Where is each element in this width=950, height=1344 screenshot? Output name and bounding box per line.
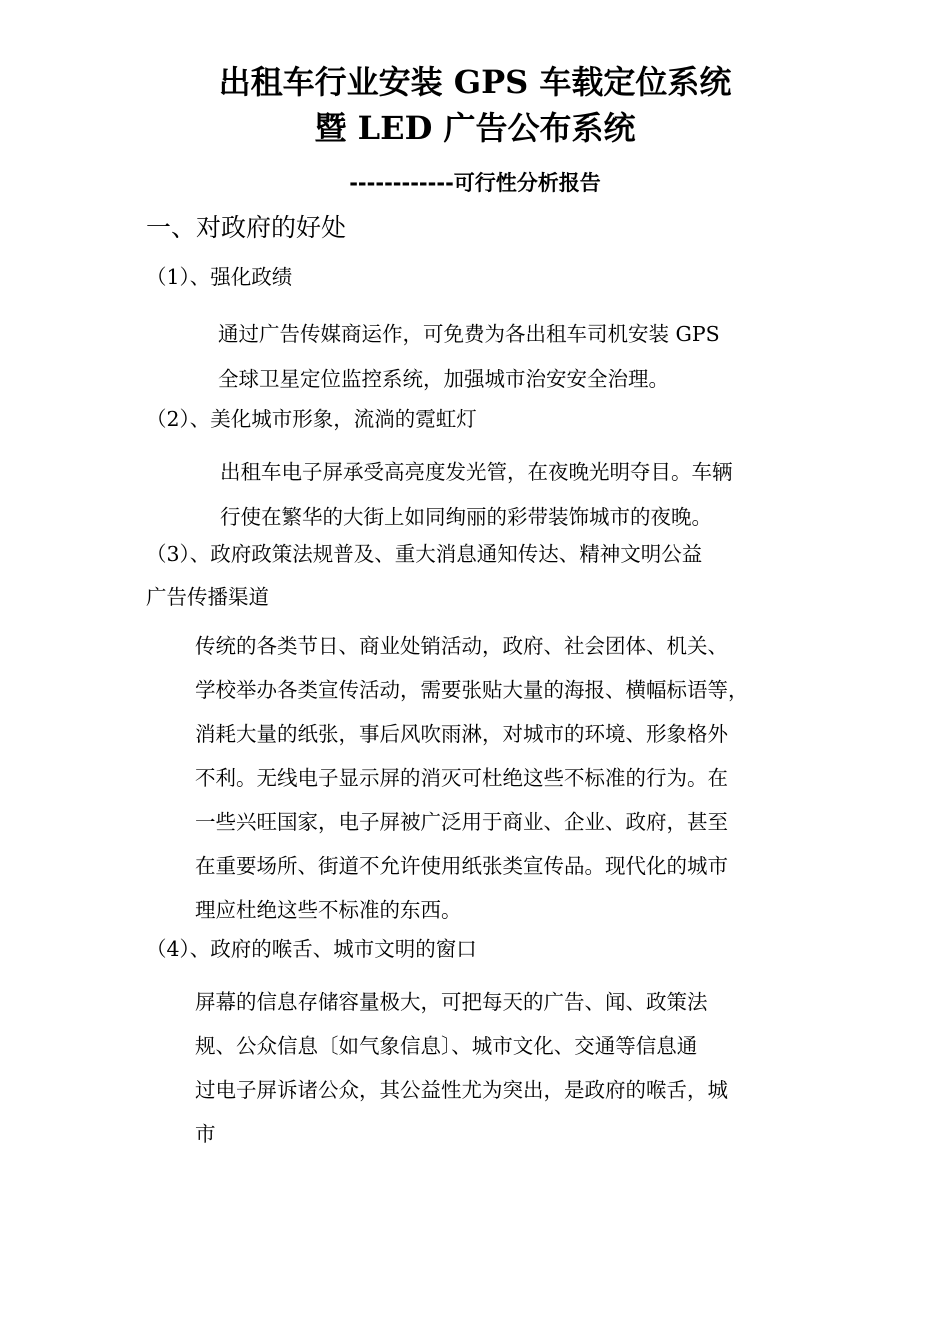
- item-paragraph-3: [195, 624, 749, 932]
- item-paragraph-1: [218, 312, 720, 402]
- paragraph-line: 通过广告传媒商运作，可免费为各出租车司机安装 GPS: [218, 322, 720, 346]
- item-paragraph-2: [220, 450, 733, 540]
- paragraph-line: 不利。无线电子显示屏的消灭可杜绝这些不标准的行为。在: [195, 766, 728, 790]
- item-heading-1: （1）、强化政绩: [146, 265, 293, 289]
- paragraph-line: 理应杜绝这些不标准的东西。: [195, 898, 462, 922]
- paragraph-line: 在重要场所、街道不允许使用纸张类宣传品。现代化的城市: [195, 854, 728, 878]
- paragraph-line: 屏幕的信息存储容量极大，可把每天的广告、闻、政策法: [195, 990, 708, 1014]
- section-heading-1: 一、对政府的好处: [146, 213, 347, 242]
- paragraph-line: 市: [195, 1122, 216, 1146]
- paragraph-line: 行使在繁华的大街上如同绚丽的彩带装饰城市的夜晚。: [220, 505, 712, 529]
- subtitle: ------------可行性分析报告: [349, 171, 601, 195]
- title-line-2: 暨 LED 广告公布系统: [314, 109, 636, 147]
- item-heading-3-line-2: 广告传播渠道: [146, 585, 269, 609]
- title-line-1: 出租车行业安装 GPS 车载定位系统: [218, 63, 732, 101]
- paragraph-line: 全球卫星定位监控系统，加强城市治安安全治理。: [218, 367, 669, 391]
- paragraph-line: 消耗大量的纸张，事后风吹雨淋，对城市的环境、形象格外: [195, 722, 728, 746]
- item-heading-4: （4）、政府的喉舌、城市文明的窗口: [146, 937, 477, 961]
- paragraph-line: 学校举办各类宣传活动，需要张贴大量的海报、横幅标语等，: [195, 678, 749, 702]
- paragraph-line: 过电子屏诉诸公众，其公益性尤为突出，是政府的喉舌，城: [195, 1078, 728, 1102]
- paragraph-line: 出租车电子屏承受高亮度发光管，在夜晚光明夺目。车辆: [220, 460, 733, 484]
- item-paragraph-4: [195, 980, 728, 1156]
- paragraph-line: 规、公众信息〔如气象信息〕、城市文化、交通等信息通: [195, 1034, 698, 1058]
- item-heading-3-line-1: （3）、政府政策法规普及、重大消息通知传达、精神文明公益: [146, 542, 703, 566]
- item-heading-2: （2）、美化城市形象，流淌的霓虹灯: [146, 407, 477, 431]
- paragraph-line: 一些兴旺国家，电子屏被广泛用于商业、企业、政府，甚至: [195, 810, 728, 834]
- paragraph-line: 传统的各类节日、商业处销活动，政府、社会团体、机关、: [195, 634, 728, 658]
